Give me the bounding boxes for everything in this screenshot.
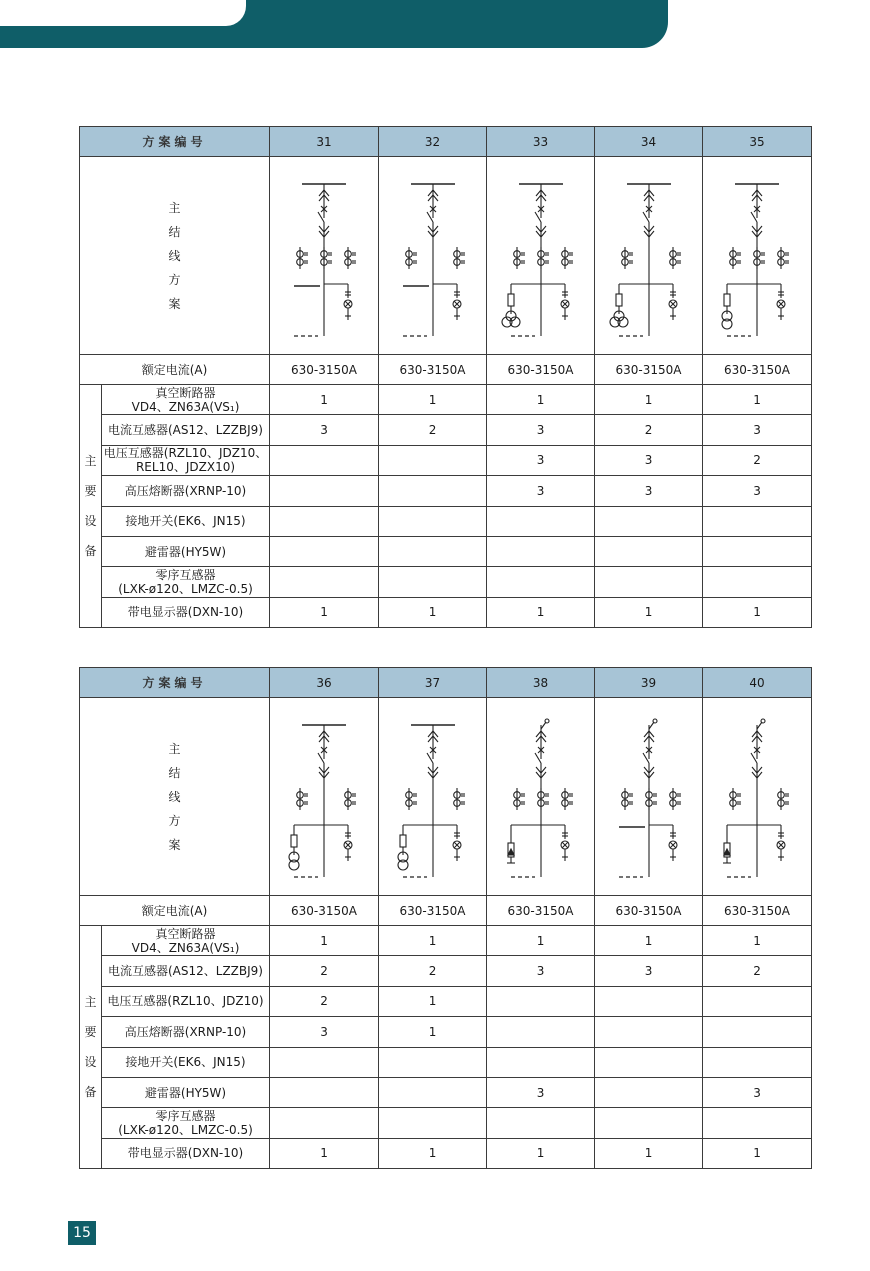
top-banner xyxy=(0,0,668,48)
equipment-quantity: 1 xyxy=(703,1138,812,1168)
equipment-quantity xyxy=(595,986,703,1016)
wiring-diagram-cell xyxy=(270,698,379,896)
scheme-number: 38 xyxy=(487,668,595,698)
equipment-quantity xyxy=(595,506,703,536)
single-line-diagram xyxy=(597,707,701,887)
equipment-quantity xyxy=(487,1047,595,1077)
equipment-quantity: 1 xyxy=(379,986,487,1016)
single-line-diagram xyxy=(597,166,701,346)
wiring-diagram-cell xyxy=(703,698,812,896)
equipment-name: 高压熔断器(XRNP-10) xyxy=(102,476,270,506)
equipment-quantity: 2 xyxy=(379,415,487,445)
equipment-name: 避雷器(HY5W) xyxy=(102,536,270,566)
equipment-quantity xyxy=(595,1047,703,1077)
rated-current-label: 额定电流(A) xyxy=(80,355,270,385)
wiring-diagram-cell xyxy=(487,698,595,896)
wiring-diagram-cell xyxy=(595,157,703,355)
equipment-name: 带电显示器(DXN-10) xyxy=(102,597,270,627)
equipment-quantity: 3 xyxy=(703,476,812,506)
equipment-name: 真空断路器 VD4、ZN63A(VS₁) xyxy=(102,385,270,415)
equipment-quantity xyxy=(379,1108,487,1138)
equipment-name: 电压互感器(RZL10、JDZ10) xyxy=(102,986,270,1016)
equipment-quantity xyxy=(703,567,812,597)
equipment-quantity: 3 xyxy=(595,476,703,506)
equipment-name: 真空断路器 VD4、ZN63A(VS₁) xyxy=(102,926,270,956)
equipment-quantity: 1 xyxy=(487,385,595,415)
equipment-quantity xyxy=(379,567,487,597)
wiring-diagram-cell xyxy=(703,157,812,355)
banner-notch xyxy=(0,0,246,26)
equipment-quantity xyxy=(379,536,487,566)
equipment-quantity xyxy=(270,506,379,536)
equipment-quantity: 1 xyxy=(595,926,703,956)
equipment-quantity: 1 xyxy=(703,926,812,956)
equipment-quantity xyxy=(270,445,379,475)
equipment-quantity: 2 xyxy=(270,956,379,986)
equipment-quantity: 1 xyxy=(595,1138,703,1168)
equipment-quantity: 1 xyxy=(487,597,595,627)
rated-current-value: 630-3150A xyxy=(487,355,595,385)
equipment-quantity: 2 xyxy=(270,986,379,1016)
equipment-quantity: 2 xyxy=(595,415,703,445)
rated-current-value: 630-3150A xyxy=(595,355,703,385)
equipment-quantity xyxy=(487,536,595,566)
wiring-diagram-cell xyxy=(379,698,487,896)
equipment-name: 带电显示器(DXN-10) xyxy=(102,1138,270,1168)
equipment-quantity xyxy=(595,567,703,597)
equipment-quantity: 1 xyxy=(379,926,487,956)
scheme-number: 32 xyxy=(379,127,487,157)
equipment-quantity: 1 xyxy=(703,597,812,627)
equipment-name: 零序互感器 (LXK-ø120、LMZC-0.5) xyxy=(102,567,270,597)
equipment-quantity xyxy=(270,536,379,566)
single-line-diagram xyxy=(272,166,376,346)
equipment-quantity xyxy=(270,567,379,597)
wiring-diagram-cell xyxy=(487,157,595,355)
equipment-quantity: 1 xyxy=(379,597,487,627)
equipment-quantity: 1 xyxy=(379,1138,487,1168)
wiring-diagram-cell xyxy=(379,157,487,355)
equipment-quantity xyxy=(379,445,487,475)
single-line-diagram xyxy=(489,166,593,346)
equipment-quantity: 1 xyxy=(595,597,703,627)
equipment-quantity xyxy=(595,1108,703,1138)
equipment-quantity xyxy=(703,1108,812,1138)
single-line-diagram xyxy=(272,707,376,887)
equipment-quantity: 3 xyxy=(703,1077,812,1107)
equipment-quantity: 3 xyxy=(487,476,595,506)
scheme-number-header: 方案编号 xyxy=(80,668,270,698)
equipment-quantity: 1 xyxy=(270,385,379,415)
equipment-quantity: 2 xyxy=(703,956,812,986)
scheme-number: 39 xyxy=(595,668,703,698)
equipment-name: 避雷器(HY5W) xyxy=(102,1077,270,1107)
wiring-diagram-cell xyxy=(595,698,703,896)
equipment-quantity xyxy=(270,476,379,506)
equipment-quantity xyxy=(703,536,812,566)
equipment-quantity: 3 xyxy=(487,445,595,475)
equipment-quantity xyxy=(487,506,595,536)
main-wiring-label: 主 结 线 方 案 xyxy=(80,157,270,355)
rated-current-value: 630-3150A xyxy=(270,896,379,926)
equipment-quantity xyxy=(379,476,487,506)
equipment-quantity xyxy=(270,1108,379,1138)
equipment-quantity xyxy=(595,536,703,566)
equipment-quantity xyxy=(379,1047,487,1077)
equipment-quantity xyxy=(487,1017,595,1047)
equipment-name: 接地开关(EK6、JN15) xyxy=(102,1047,270,1077)
equipment-quantity xyxy=(703,506,812,536)
equipment-quantity: 1 xyxy=(703,385,812,415)
scheme-number: 40 xyxy=(703,668,812,698)
main-equipment-label: 主 要 设 备 xyxy=(80,926,102,1169)
equipment-quantity xyxy=(595,1017,703,1047)
equipment-quantity: 1 xyxy=(270,597,379,627)
equipment-quantity xyxy=(379,506,487,536)
scheme-number-header: 方案编号 xyxy=(80,127,270,157)
equipment-name: 接地开关(EK6、JN15) xyxy=(102,506,270,536)
main-wiring-label: 主 结 线 方 案 xyxy=(80,698,270,896)
scheme-number: 35 xyxy=(703,127,812,157)
rated-current-value: 630-3150A xyxy=(595,896,703,926)
equipment-quantity: 1 xyxy=(595,385,703,415)
single-line-diagram xyxy=(705,707,809,887)
equipment-quantity xyxy=(270,1047,379,1077)
equipment-quantity: 2 xyxy=(379,956,487,986)
equipment-quantity: 3 xyxy=(487,415,595,445)
rated-current-value: 630-3150A xyxy=(270,355,379,385)
single-line-diagram xyxy=(705,166,809,346)
scheme-number: 37 xyxy=(379,668,487,698)
rated-current-label: 额定电流(A) xyxy=(80,896,270,926)
equipment-quantity xyxy=(595,1077,703,1107)
equipment-name: 零序互感器 (LXK-ø120、LMZC-0.5) xyxy=(102,1108,270,1138)
equipment-quantity: 1 xyxy=(379,385,487,415)
equipment-quantity: 1 xyxy=(270,1138,379,1168)
rated-current-value: 630-3150A xyxy=(703,355,812,385)
equipment-quantity xyxy=(487,1108,595,1138)
rated-current-value: 630-3150A xyxy=(379,355,487,385)
single-line-diagram xyxy=(489,707,593,887)
rated-current-value: 630-3150A xyxy=(379,896,487,926)
equipment-name: 电流互感器(AS12、LZZBJ9) xyxy=(102,415,270,445)
equipment-quantity: 3 xyxy=(703,415,812,445)
equipment-quantity: 3 xyxy=(270,1017,379,1047)
scheme-table-1 xyxy=(79,126,812,628)
equipment-quantity xyxy=(270,1077,379,1107)
equipment-name: 电压互感器(RZL10、JDZ10、 REL10、JDZX10) xyxy=(102,445,270,475)
scheme-number: 31 xyxy=(270,127,379,157)
scheme-table-2 xyxy=(79,667,812,1169)
equipment-name: 电流互感器(AS12、LZZBJ9) xyxy=(102,956,270,986)
equipment-quantity: 1 xyxy=(487,1138,595,1168)
equipment-name: 高压熔断器(XRNP-10) xyxy=(102,1017,270,1047)
scheme-number: 34 xyxy=(595,127,703,157)
single-line-diagram xyxy=(381,707,485,887)
page-number: 15 xyxy=(68,1221,96,1245)
wiring-diagram-cell xyxy=(270,157,379,355)
scheme-number: 33 xyxy=(487,127,595,157)
rated-current-value: 630-3150A xyxy=(487,896,595,926)
equipment-quantity: 3 xyxy=(595,445,703,475)
scheme-number: 36 xyxy=(270,668,379,698)
equipment-quantity: 1 xyxy=(270,926,379,956)
equipment-quantity: 2 xyxy=(703,445,812,475)
equipment-quantity xyxy=(487,567,595,597)
equipment-quantity: 1 xyxy=(379,1017,487,1047)
main-equipment-label: 主 要 设 备 xyxy=(80,385,102,628)
equipment-quantity xyxy=(487,986,595,1016)
equipment-quantity xyxy=(703,986,812,1016)
equipment-quantity: 3 xyxy=(595,956,703,986)
equipment-quantity xyxy=(703,1047,812,1077)
equipment-quantity: 3 xyxy=(487,956,595,986)
equipment-quantity: 3 xyxy=(270,415,379,445)
equipment-quantity xyxy=(703,1017,812,1047)
equipment-quantity: 3 xyxy=(487,1077,595,1107)
rated-current-value: 630-3150A xyxy=(703,896,812,926)
single-line-diagram xyxy=(381,166,485,346)
equipment-quantity: 1 xyxy=(487,926,595,956)
equipment-quantity xyxy=(379,1077,487,1107)
